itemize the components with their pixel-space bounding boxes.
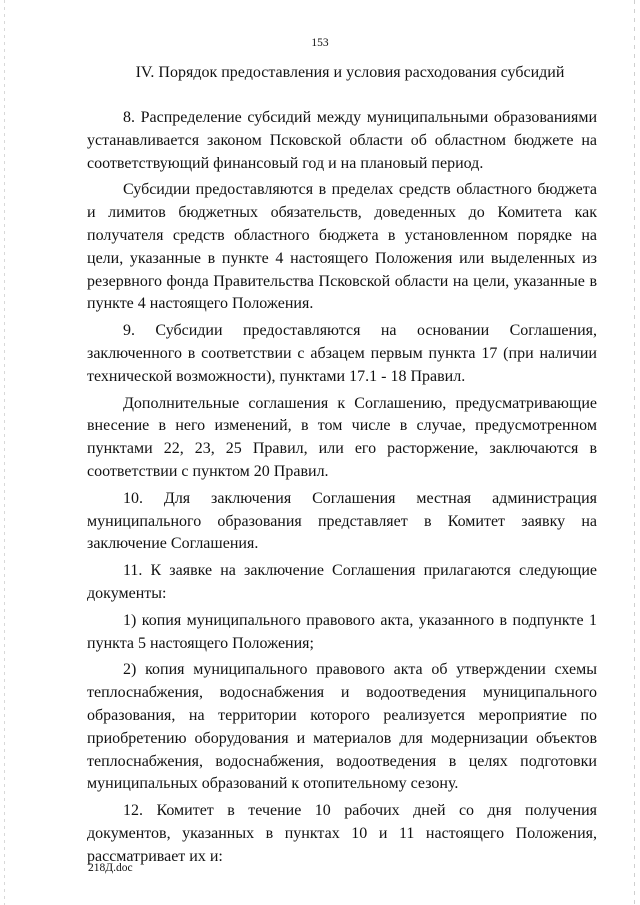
- section-heading: IV. Порядок предоставления и условия расходования субсидий: [135, 64, 565, 81]
- scan-edge-right: [634, 0, 635, 905]
- paragraph: 2) копия муниципального правового акта об утверждении схемы теплоснабжения, водоснабжения и водоотведения муниципального образования, на территории которого реализуется мероприятие по приобретению оборудования и материалов для модернизации объектов теплоснабжения, водоснабжения, водоотведения в целях подготовки муниципальных образований к отопительному сезону.: [87, 661, 597, 793]
- scan-edge-left: [4, 0, 5, 905]
- paragraph: 11. К заявке на заключение Соглашения прилагаются следующие документы:: [87, 562, 597, 602]
- paragraph: 1) копия муниципального правового акта, указанного в подпункте 1 пункта 5 настоящего Положения;: [87, 611, 597, 652]
- document-body: [87, 107, 597, 873]
- paragraph: 9. Субсидии предоставляются на основании Соглашения, заключенного в соответствии с абзацем первым пункта 17 (при наличии технической возможности), пунктами 17.1 - 18 Правил.: [87, 322, 597, 385]
- file-name-footer: 218Д.doc: [88, 862, 133, 874]
- page-number: 153: [311, 37, 329, 49]
- paragraph: 10. Для заключения Соглашения местная администрация муниципального образования представляет в Комитет заявку на заключение Соглашения.: [87, 489, 597, 553]
- paragraph: Субсидии предоставляются в пределах средств областного бюджета и лимитов бюджетных обязательств, доведенных до Комитета как получателя средств областного бюджета в установленном порядке на цели, указанные в пункте 4 настоящего Положения или выделенных из резервного фонда Правительства Псковской области на цели, указанные в пункте 4 настоящего Положения.: [87, 181, 597, 313]
- paragraph: 8. Распределение субсидий между муниципальными образованиями устанавливается законом Псковской области об областном бюджете на соответствующий финансовый год и на плановый период.: [87, 109, 597, 172]
- paragraph: Дополнительные соглашения к Соглашению, предусматривающие внесение в него изменений, в том числе в случае, предусмотренном пунктами 22, 23, 25 Правил, или его расторжение, заключаются в соответствии с пунктом 20 Правил.: [87, 394, 597, 480]
- paragraph: 12. Комитет в течение 10 рабочих дней со дня получения документов, указанных в пунктах 10 и 11 настоящего Положения, рассматривает их и:: [87, 802, 597, 865]
